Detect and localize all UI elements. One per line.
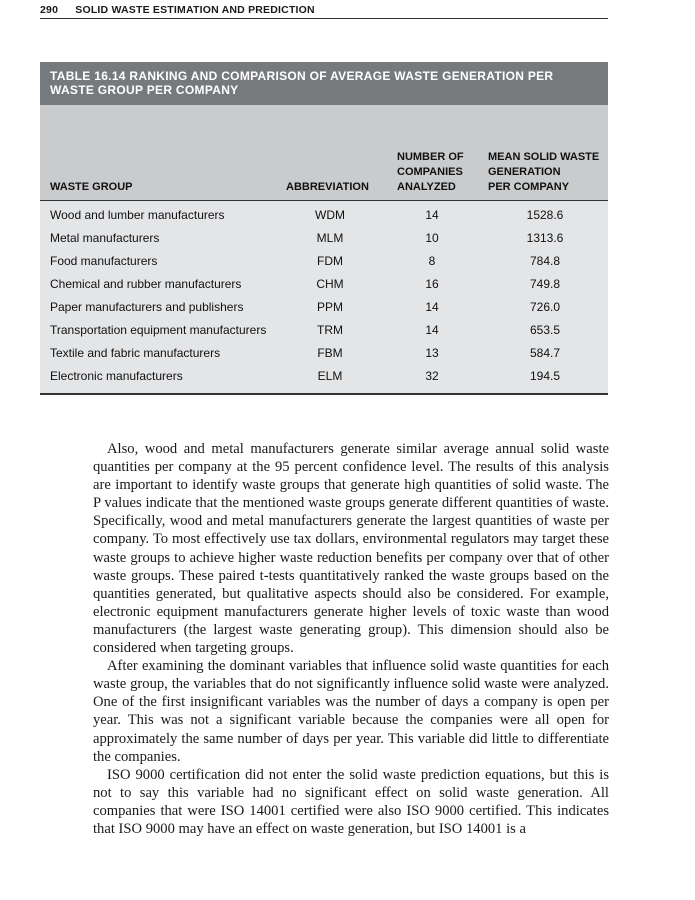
cell-mean-waste: 1528.6 <box>526 208 564 222</box>
cell-mean-waste: 653.5 <box>529 323 561 337</box>
cell-abbreviation: FDM <box>317 254 343 268</box>
table-body <box>40 201 608 395</box>
col-header-mean-solid-waste: MEAN SOLID WASTE GENERATION PER COMPANY <box>488 151 600 193</box>
table-row <box>40 273 608 296</box>
page-number: 290 <box>40 4 59 16</box>
header-rule <box>40 200 608 201</box>
paragraph: Also, wood and metal manufacturers generate similar average annual solid waste quantities per company at the 95 percent confidence level. The results of this analysis are important to identify waste groups that generate high quantities of solid waste. The P values indicate that the mentioned waste groups generate different quantities of waste. Specifically, wood and metal manufacturers generate the largest quantities of waste per company. To most effectively use tax dollars, environmental regulators may target these waste groups to achieve higher waste reduction benefits per company over that of other waste groups. These paired t-tests quantitatively ranked the waste groups based on the quantities generated, but qualitative aspects should also be considered. For example, electronic equipment manufacturers generate higher levels of toxic waste than wood manufacturers (the largest waste generating group). This dimension should also be considered when targeting groups. <box>93 441 609 657</box>
cell-waste-group: Textile and fabric manufacturers <box>50 346 221 360</box>
table-title-line-2: WASTE GROUP PER COMPANY <box>50 83 239 97</box>
cell-abbreviation: TRM <box>317 323 343 337</box>
running-head <box>40 4 608 19</box>
table-row <box>40 204 608 227</box>
cell-abbreviation: PPM <box>316 300 343 314</box>
table-row <box>40 342 608 365</box>
cell-abbreviation: CHM <box>316 277 344 291</box>
cell-mean-waste: 194.5 <box>529 369 561 383</box>
cell-mean-waste: 749.8 <box>529 277 561 291</box>
cell-mean-waste: 726.0 <box>529 300 561 314</box>
cell-companies: 10 <box>425 231 439 245</box>
cell-waste-group: Chemical and rubber manufacturers <box>50 277 242 291</box>
cell-mean-waste: 584.7 <box>529 346 561 360</box>
table-title-line-1: TABLE 16.14 RANKING AND COMPARISON OF AVERAGE WASTE GENERATION PER <box>50 69 554 83</box>
cell-waste-group: Metal manufacturers <box>50 231 160 245</box>
paragraph: After examining the dominant variables that influence solid waste quantities for each waste group, the variables that do not significantly influence solid waste were analyzed. One of the first insignificant variables was the number of days a company is open per year. This was not a significant variable because the companies were all open for approximately the same number of days per year. This variable did little to differentiate the companies. <box>93 658 609 765</box>
col-header-waste-group: WASTE GROUP <box>50 181 133 193</box>
cell-mean-waste: 784.8 <box>529 254 561 268</box>
cell-mean-waste: 1313.6 <box>526 231 564 245</box>
cell-waste-group: Transportation equipment manufacturers <box>50 323 267 337</box>
cell-waste-group: Wood and lumber manufacturers <box>50 208 225 222</box>
cell-companies: 14 <box>425 208 439 222</box>
table-row <box>40 319 608 342</box>
body-text <box>93 440 609 838</box>
cell-abbreviation: MLM <box>316 231 344 245</box>
paragraph: ISO 9000 certification did not enter the solid waste prediction equations, but this is not to say this variable had no significant effect on solid waste generation. All companies that were ISO 14001 certified were also ISO 9000 certified. This indicates that ISO 9000 may have an effect on waste generation, but ISO 14001 is a <box>93 766 609 837</box>
cell-companies: 16 <box>425 277 439 291</box>
cell-abbreviation: ELM <box>317 369 343 383</box>
cell-waste-group: Paper manufacturers and publishers <box>50 300 244 314</box>
running-title: SOLID WASTE ESTIMATION AND PREDICTION <box>75 4 315 16</box>
cell-companies: 14 <box>425 323 439 337</box>
table-row <box>40 296 608 319</box>
cell-companies: 14 <box>425 300 439 314</box>
col-header-abbreviation: ABBREVIATION <box>286 181 369 193</box>
col-header-number-of-companies: NUMBER OF COMPANIES ANALYZED <box>397 151 464 193</box>
table-row <box>40 227 608 250</box>
table-row <box>40 365 608 388</box>
cell-abbreviation: FBM <box>317 346 343 360</box>
data-table <box>40 62 608 395</box>
table-header <box>40 105 608 201</box>
cell-waste-group: Food manufacturers <box>50 254 158 268</box>
cell-companies: 13 <box>425 346 439 360</box>
table-title <box>40 62 608 105</box>
table-row <box>40 250 608 273</box>
cell-abbreviation: WDM <box>315 208 345 222</box>
cell-waste-group: Electronic manufacturers <box>50 369 183 383</box>
cell-companies: 8 <box>428 254 436 268</box>
cell-companies: 32 <box>425 369 439 383</box>
